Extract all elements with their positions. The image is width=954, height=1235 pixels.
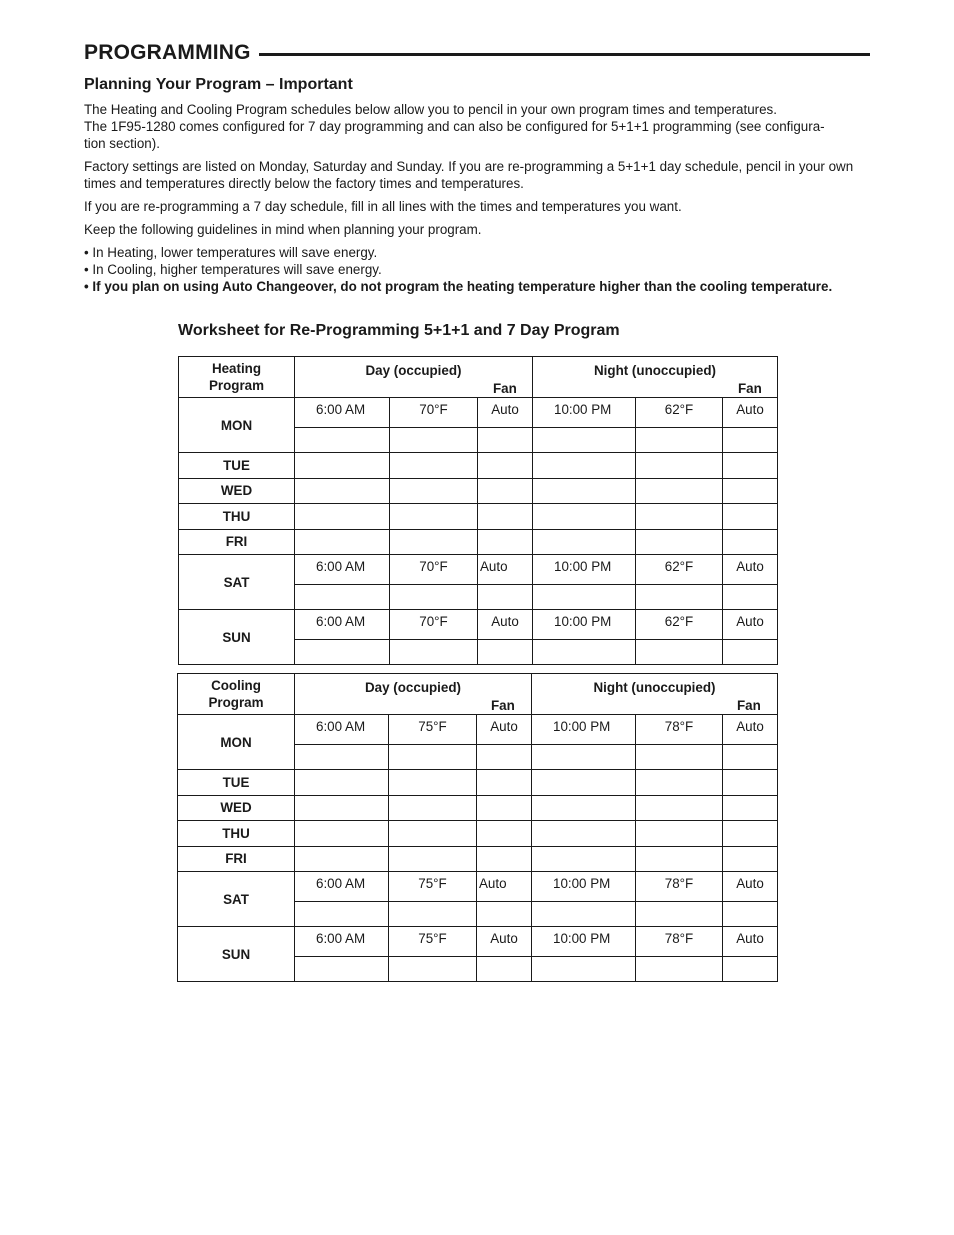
blank-cell[interactable] [636,427,723,453]
heating-night-header [533,357,778,398]
blank-cell[interactable] [723,821,778,847]
heating-header-row [179,357,778,398]
night-time-cell: 10:00 PM [532,872,636,902]
cooling-header-row [178,674,778,715]
day-fan-cell: Auto [478,398,533,428]
blank-cell[interactable] [532,846,636,872]
blank-cell[interactable] [390,478,478,504]
blank-cell[interactable] [532,744,636,770]
blank-cell[interactable] [723,956,778,982]
blank-cell[interactable] [636,846,723,872]
blank-cell[interactable] [533,639,636,665]
blank-cell[interactable] [532,901,636,927]
blank-cell[interactable] [478,584,533,610]
cooling-schedule-table [177,673,778,982]
day-fan-cell: Auto [477,927,532,957]
day-fan-cell: Auto [478,555,533,585]
night-fan-cell: Auto [723,398,778,428]
night-temp-cell: 62°F [636,398,723,428]
cooling-row-sat [178,872,778,902]
blank-cell[interactable] [636,584,723,610]
blank-cell[interactable] [533,478,636,504]
cooling-day-header [295,674,532,715]
day-temp-cell: 75°F [389,872,477,902]
day-time-cell: 6:00 AM [295,872,389,902]
day-label-sun: SUN [179,610,295,665]
blank-cell[interactable] [636,529,723,555]
blank-cell[interactable] [636,744,723,770]
blank-cell[interactable] [723,453,778,479]
blank-cell[interactable] [477,846,532,872]
day-label-sat: SAT [179,555,295,610]
blank-cell[interactable] [295,427,390,453]
fan-label: Fan [738,381,762,396]
guidelines-paragraph: Keep the following guidelines in mind when planning your program. [84,222,482,237]
blank-cell[interactable] [477,821,532,847]
blank-cell[interactable] [532,770,636,796]
heating-row-fri [179,529,778,555]
day-label-thu: THU [179,504,295,530]
blank-cell[interactable] [295,956,389,982]
cooling-row-tue [178,770,778,796]
page-title: PROGRAMMING [84,41,251,64]
blank-cell[interactable] [532,795,636,821]
cooling-label-line1: Cooling [211,678,261,693]
blank-cell[interactable] [295,901,389,927]
blank-cell[interactable] [533,453,636,479]
blank-cell[interactable] [532,956,636,982]
blank-cell[interactable] [636,821,723,847]
night-fan-cell: Auto [723,872,778,902]
night-fan-cell: Auto [723,555,778,585]
day-fan-cell: Auto [477,715,532,745]
blank-cell[interactable] [723,744,778,770]
title-row [84,38,870,68]
blank-cell[interactable] [723,478,778,504]
heating-row-tue [179,453,778,479]
blank-cell[interactable] [533,427,636,453]
cooling-row-thu [178,821,778,847]
night-time-cell: 10:00 PM [533,610,636,640]
day-label-thu: THU [178,821,295,847]
guideline-item: • In Heating, lower temperatures will save energy. [84,244,870,261]
night-temp-cell: 62°F [636,610,723,640]
day-label-sat: SAT [178,872,295,927]
blank-cell[interactable] [723,846,778,872]
blank-cell[interactable] [295,770,389,796]
section-heading: Planning Your Program – Important [84,76,353,93]
fan-label: Fan [493,381,517,396]
blank-cell[interactable] [723,504,778,530]
day-time-cell: 6:00 AM [295,398,390,428]
day-temp-cell: 75°F [389,927,477,957]
fan-label: Fan [737,698,761,713]
blank-cell[interactable] [390,529,478,555]
blank-cell[interactable] [295,504,390,530]
blank-cell[interactable] [477,795,532,821]
fan-label: Fan [491,698,515,713]
blank-cell[interactable] [477,744,532,770]
page-content [84,38,870,295]
heating-row-sat [179,555,778,585]
cooling-row-wed [178,795,778,821]
blank-cell[interactable] [390,504,478,530]
night-temp-cell: 78°F [636,872,723,902]
heating-row-sun [179,610,778,640]
night-unoccupied-label: Night (unoccupied) [593,680,716,695]
heating-label-line2: Program [208,378,265,393]
night-time-cell: 10:00 PM [532,927,636,957]
day-time-cell: 6:00 AM [295,610,390,640]
factory-settings-paragraph: Factory settings are listed on Monday, Saturday and Sunday. If you are re-programming a 5+1+1 day schedule, pencil in your own times and temperatures directly below the factory times and temperatures. [84,159,854,191]
blank-cell[interactable] [295,529,390,555]
day-label-fri: FRI [179,529,295,555]
day-temp-cell: 75°F [389,715,477,745]
night-fan-cell: Auto [723,610,778,640]
day-label-fri: FRI [178,846,295,872]
guideline-item: • In Cooling, higher temperatures will save energy. [84,261,870,278]
blank-cell[interactable] [389,744,477,770]
blank-cell[interactable] [636,901,723,927]
blank-cell[interactable] [723,584,778,610]
cooling-row-sun [178,927,778,957]
day-label-mon: MON [179,398,295,453]
blank-cell[interactable] [295,453,390,479]
blank-cell[interactable] [636,478,723,504]
blank-cell[interactable] [477,956,532,982]
night-fan-cell: Auto [723,715,778,745]
blank-cell[interactable] [723,427,778,453]
blank-cell[interactable] [478,478,533,504]
blank-cell[interactable] [295,821,389,847]
blank-cell[interactable] [723,639,778,665]
guideline-item-warning: • If you plan on using Auto Changeover, do not program the heating temperature higher than the cooling temperature. [84,278,870,295]
day-time-cell: 6:00 AM [295,927,389,957]
blank-cell[interactable] [390,584,478,610]
blank-cell[interactable] [389,770,477,796]
blank-cell[interactable] [389,901,477,927]
title-rule [259,53,870,56]
blank-cell[interactable] [533,584,636,610]
heating-label-line1: Heating [211,361,262,376]
heating-day-header [295,357,533,398]
night-time-cell: 10:00 PM [532,715,636,745]
night-time-cell: 10:00 PM [533,398,636,428]
day-label-sun: SUN [178,927,295,982]
blank-cell[interactable] [636,956,723,982]
blank-cell[interactable] [533,529,636,555]
intro-line-1: The Heating and Cooling Program schedules below allow you to pencil in your own program times and temperatures. [84,102,777,117]
night-temp-cell: 78°F [636,927,723,957]
heating-program-label [179,357,295,398]
cooling-row-mon [178,715,778,745]
day-temp-cell: 70°F [390,398,478,428]
blank-cell[interactable] [636,504,723,530]
blank-cell[interactable] [477,770,532,796]
blank-cell[interactable] [389,795,477,821]
heating-row-mon [179,398,778,428]
night-temp-cell: 78°F [636,715,723,745]
blank-cell[interactable] [723,901,778,927]
guidelines-list [84,244,870,295]
night-fan-cell: Auto [723,927,778,957]
blank-cell[interactable] [478,639,533,665]
blank-cell[interactable] [636,639,723,665]
blank-cell[interactable] [295,584,390,610]
day-time-cell: 6:00 AM [295,715,389,745]
day-temp-cell: 70°F [390,610,478,640]
blank-cell[interactable] [636,770,723,796]
blank-cell[interactable] [390,427,478,453]
night-temp-cell: 62°F [636,555,723,585]
blank-cell[interactable] [478,453,533,479]
blank-cell[interactable] [532,821,636,847]
blank-cell[interactable] [389,956,477,982]
blank-cell[interactable] [636,453,723,479]
day-occupied-label: Day (occupied) [365,680,461,695]
cooling-row-fri [178,846,778,872]
blank-cell[interactable] [389,846,477,872]
day-label-wed: WED [179,478,295,504]
day-time-cell: 6:00 AM [295,555,390,585]
blank-cell[interactable] [295,744,389,770]
night-unoccupied-label: Night (unoccupied) [594,363,716,378]
blank-cell[interactable] [478,504,533,530]
intro-line-2: The 1F95-1280 comes configured for 7 day programming and can also be configured for 5+1+1 programming (see configura- [84,119,825,134]
day-temp-cell: 70°F [390,555,478,585]
worksheet-title: Worksheet for Re-Programming 5+1+1 and 7 Day Program [178,322,620,339]
day-occupied-label: Day (occupied) [365,363,462,378]
heating-row-wed [179,478,778,504]
day-label-tue: TUE [178,770,295,796]
blank-cell[interactable] [723,795,778,821]
blank-cell[interactable] [295,639,390,665]
cooling-label-line2: Program [208,695,264,710]
heating-schedule-table [178,356,778,665]
blank-cell[interactable] [723,770,778,796]
blank-cell[interactable] [390,453,478,479]
day-label-mon: MON [178,715,295,770]
day-fan-cell: Auto [477,872,532,902]
day-label-tue: TUE [179,453,295,479]
blank-cell[interactable] [533,504,636,530]
blank-cell[interactable] [636,795,723,821]
day-label-wed: WED [178,795,295,821]
intro-line-3: tion section). [84,136,160,151]
blank-cell[interactable] [295,846,389,872]
blank-cell[interactable] [295,795,389,821]
night-time-cell: 10:00 PM [533,555,636,585]
blank-cell[interactable] [478,529,533,555]
cooling-program-label [178,674,295,715]
blank-cell[interactable] [477,901,532,927]
blank-cell[interactable] [723,529,778,555]
cooling-night-header [532,674,778,715]
blank-cell[interactable] [389,821,477,847]
blank-cell[interactable] [295,478,390,504]
intro-paragraph [84,101,870,152]
heating-row-thu [179,504,778,530]
seven-day-paragraph: If you are re-programming a 7 day schedule, fill in all lines with the times and temperatures you want. [84,199,682,214]
blank-cell[interactable] [478,427,533,453]
blank-cell[interactable] [390,639,478,665]
day-fan-cell: Auto [478,610,533,640]
